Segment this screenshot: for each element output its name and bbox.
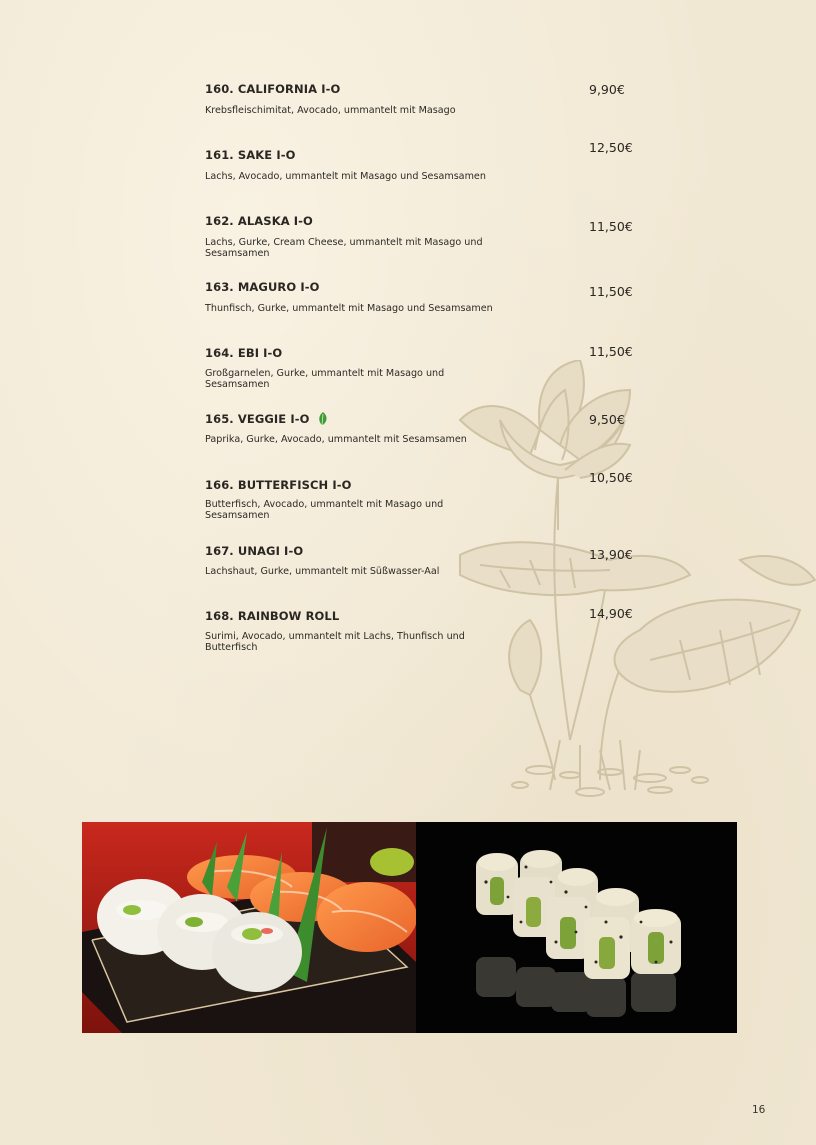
item-description: Butterfisch, Avocado, ummantelt mit Masago und Sesamsamen: [205, 499, 444, 521]
item-price: 11,50€: [589, 344, 633, 359]
vegetarian-leaf-icon: [318, 412, 328, 426]
item-price: 10,50€: [589, 470, 633, 485]
item-description: Paprika, Gurke, Avocado, ummantelt mit Sesamsamen: [205, 434, 467, 445]
item-name: 165. VEGGIE I-O: [205, 412, 310, 426]
item-price: 9,90€: [589, 82, 625, 97]
item-name: 164. EBI I-O: [205, 346, 283, 360]
item-name: 166. BUTTERFISCH I-O: [205, 478, 352, 492]
item-description: Großgarnelen, Gurke, ummantelt mit Masago und Sesamsamen: [205, 368, 445, 390]
page-number: 16: [752, 1104, 766, 1116]
item-name: 161. SAKE I-O: [205, 148, 296, 162]
item-name-with-icon: [205, 412, 328, 426]
item-price: 14,90€: [589, 606, 633, 621]
item-description: Lachshaut, Gurke, ummantelt mit Süßwasser-Aal: [205, 566, 440, 577]
item-description: Lachs, Gurke, Cream Cheese, ummantelt mit Masago und Sesamsamen: [205, 237, 483, 259]
item-description: Lachs, Avocado, ummantelt mit Masago und Sesamsamen: [205, 171, 486, 182]
item-name: 162. ALASKA I-O: [205, 214, 313, 228]
item-name: 163. MAGURO I-O: [205, 280, 320, 294]
item-name: 167. UNAGI I-O: [205, 544, 304, 558]
item-price: 12,50€: [589, 140, 633, 155]
item-description: Surimi, Avocado, ummantelt mit Lachs, Thunfisch und Butterfisch: [205, 631, 465, 653]
sushi-platter-photo: [82, 822, 416, 1033]
lotus-watermark-illustration: [440, 360, 816, 800]
item-description: Krebsfleischimitat, Avocado, ummantelt mit Masago: [205, 105, 456, 116]
item-price: 11,50€: [589, 284, 633, 299]
item-price: 11,50€: [589, 219, 633, 234]
item-price: 9,50€: [589, 412, 625, 427]
item-name: 160. CALIFORNIA I-O: [205, 82, 341, 96]
inside-out-rolls-photo: [416, 822, 737, 1033]
item-description: Thunfisch, Gurke, ummantelt mit Masago und Sesamsamen: [205, 303, 493, 314]
item-price: 13,90€: [589, 547, 633, 562]
item-name: 168. RAINBOW ROLL: [205, 609, 340, 623]
